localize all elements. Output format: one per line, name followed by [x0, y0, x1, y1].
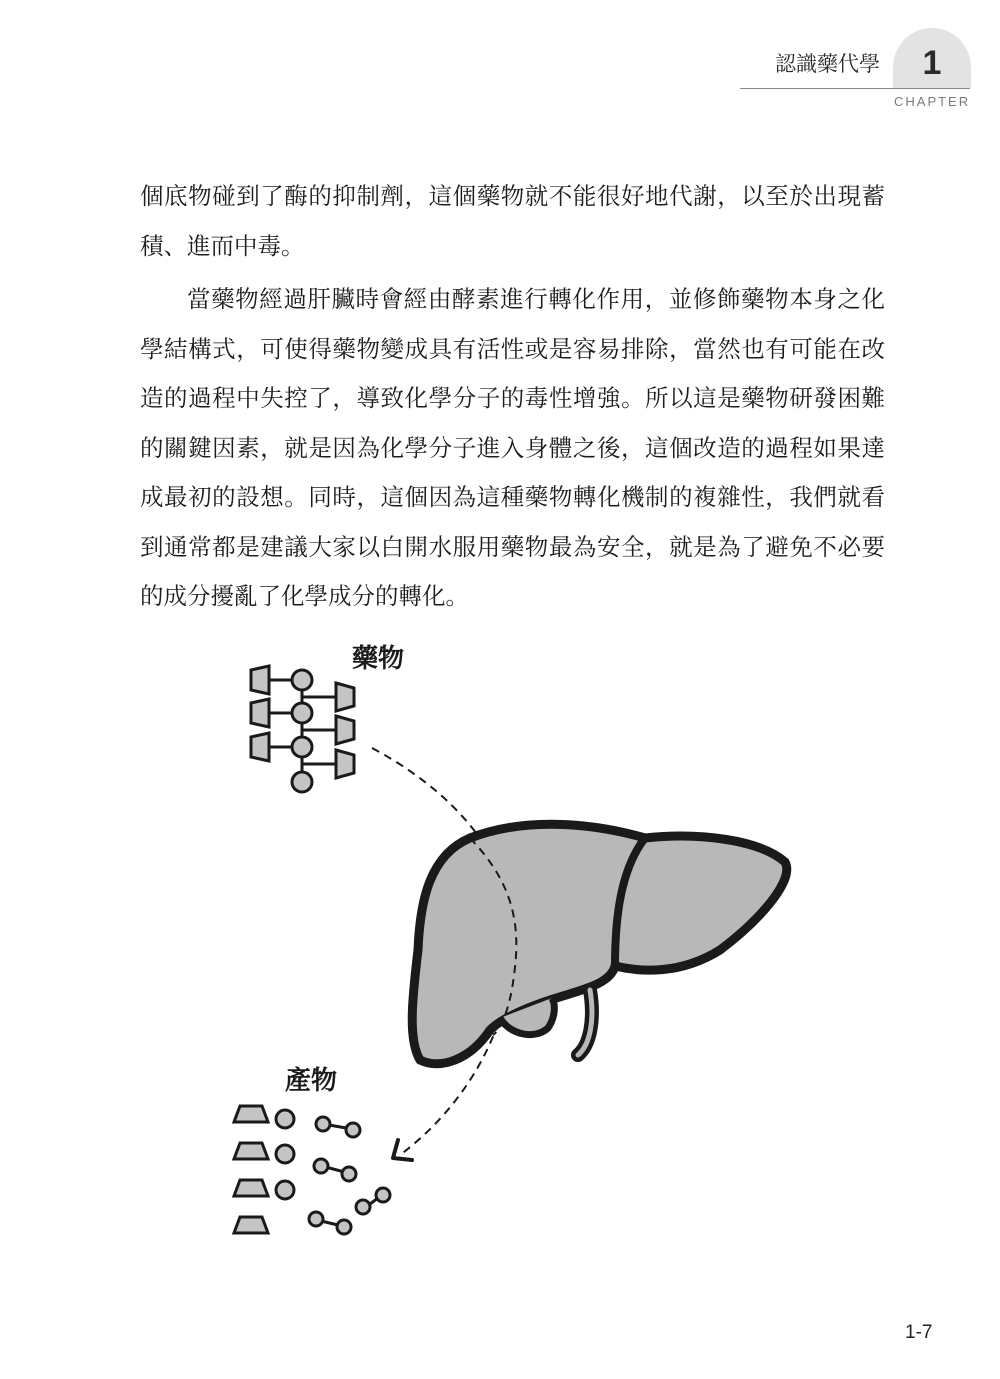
liver-metabolism-figure: [0, 620, 1000, 1260]
drug-molecule-icon: [251, 666, 354, 792]
header-divider: [740, 88, 970, 89]
chapter-number: 1: [922, 44, 942, 82]
chapter-badge: [893, 28, 971, 88]
page-number: 1-7: [905, 1322, 933, 1343]
drug-label: 藥物: [352, 644, 405, 674]
product-fragments-icon: [234, 1106, 390, 1234]
liver-icon: [412, 824, 786, 1064]
paragraph-2: 當藥物經過肝臟時會經由酵素進行轉化作用，並修飾藥物本身之化學結構式，可使得藥物變成具有活性或是容易排除，當然也有可能在改造的過程中失控了，導致化學分子的毒性增強。所以這是藥物研發困難的關鍵因素，就是因為化學分子進入身體之後，這個改造的過程如果達成最初的設想。同時，這個因為這種藥物轉化機制的複雜性，我們就看到通常都是建議大家以白開水服用藥物最為安全，就是為了避免不必要的成分擾亂了化學成分的轉化。: [140, 285, 885, 610]
chapter-title: 認識藥代學: [775, 52, 880, 76]
figure-graphics: [0, 620, 1000, 1260]
paragraph-1: 個底物碰到了酶的抑制劑，這個藥物就不能很好地代謝，以至於出現蓄積、進而中毒。: [140, 182, 885, 260]
chapter-label: CHAPTER: [894, 94, 971, 109]
product-label: 產物: [285, 1066, 338, 1096]
